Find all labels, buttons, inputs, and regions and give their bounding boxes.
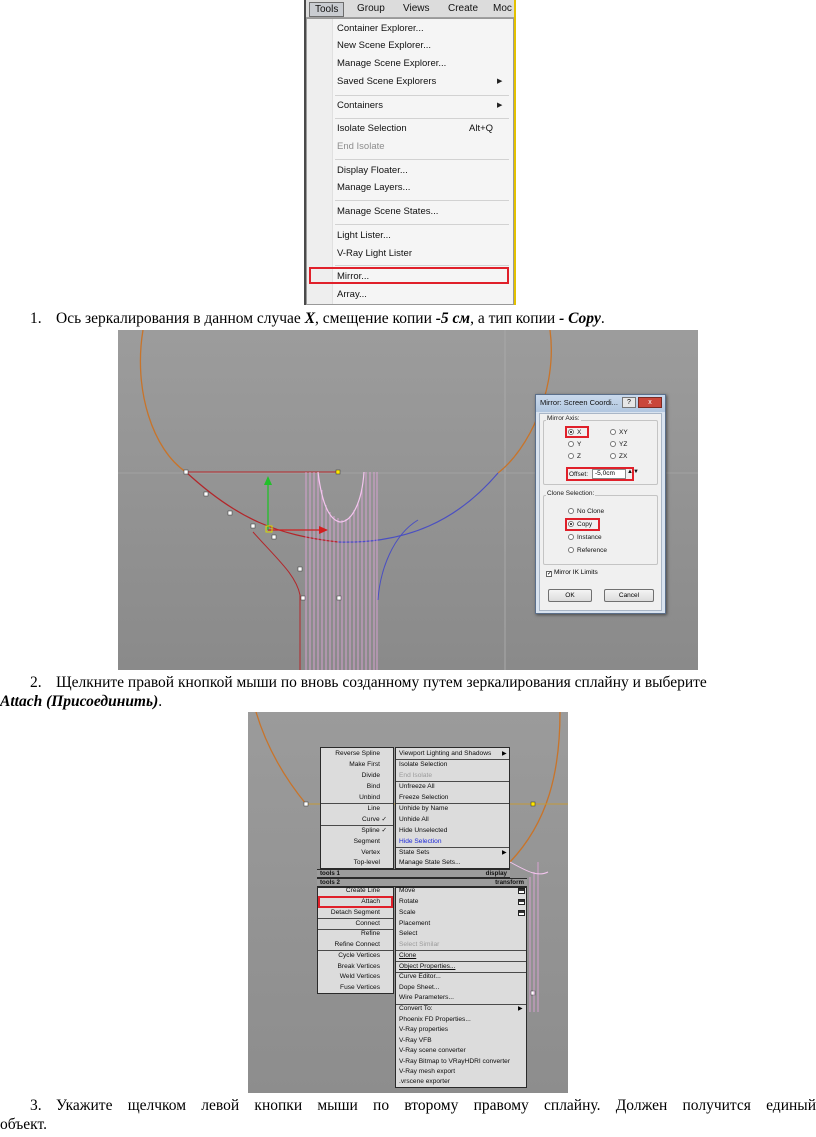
quad-menu-screenshot bbox=[248, 712, 568, 1093]
quad-item-isolate-selection[interactable]: Isolate Selection bbox=[399, 761, 448, 768]
copy-highlight bbox=[565, 518, 600, 531]
header-display: display bbox=[485, 870, 507, 877]
axis-x-radio[interactable]: X bbox=[568, 429, 581, 436]
header-tools1: tools 1 bbox=[320, 870, 340, 877]
paragraph-2 bbox=[30, 673, 707, 692]
menu-item-array[interactable]: Array... bbox=[337, 289, 367, 300]
quad-item-clone[interactable]: Clone bbox=[399, 952, 417, 959]
quad-item-move[interactable]: Move bbox=[399, 887, 416, 894]
quad-item-curve[interactable]: Curve ✓ bbox=[362, 816, 387, 823]
menu-item-display-floater[interactable]: Display Floater... bbox=[337, 165, 408, 176]
quad-item-fuse-vertices[interactable]: Fuse Vertices bbox=[340, 984, 380, 991]
paragraph-3-line2 bbox=[0, 1115, 47, 1134]
help-button[interactable]: ? bbox=[622, 397, 636, 408]
para1-axis: X bbox=[304, 310, 316, 327]
orange-arc-left bbox=[140, 330, 186, 472]
quad-item-phoenix-fd[interactable]: Phoenix FD Properties... bbox=[399, 1016, 471, 1023]
para2-line1: Щелкните правой кнопкой мыши по вновь созданному путем зеркалирования сплайну и выберите bbox=[56, 674, 707, 691]
axis-yz-radio[interactable]: YZ bbox=[610, 441, 627, 448]
quad-item-select-similar: Select Similar bbox=[399, 941, 440, 948]
header-tools2: tools 2 bbox=[320, 879, 340, 886]
mesh-wireframe bbox=[306, 472, 377, 670]
cancel-button[interactable]: Cancel bbox=[604, 589, 654, 602]
menu-item-manage-scene-states[interactable]: Manage Scene States... bbox=[337, 206, 439, 217]
axis-x-highlight bbox=[565, 426, 589, 438]
quad-item-refine-connect[interactable]: Refine Connect bbox=[334, 941, 380, 948]
clone-instance-radio[interactable]: Instance bbox=[568, 534, 602, 541]
quad-item-viewport-lighting[interactable]: Viewport Lighting and Shadows bbox=[399, 750, 492, 757]
submenu-arrow-icon: ▶ bbox=[502, 751, 507, 757]
quad-item-vray-scene-converter[interactable]: V-Ray scene converter bbox=[399, 1047, 466, 1054]
quad-item-detach-segment[interactable]: Detach Segment bbox=[330, 909, 380, 916]
quad-item-reverse-spline[interactable]: Reverse Spline bbox=[335, 750, 380, 757]
quad-item-vrscene-exporter[interactable]: .vrscene exporter bbox=[399, 1078, 450, 1085]
menu-item-light-lister[interactable]: Light Lister... bbox=[337, 230, 391, 241]
tools-dropdown bbox=[306, 18, 514, 305]
shortcut-label: Alt+Q bbox=[469, 123, 494, 134]
quad-item-make-first[interactable]: Make First bbox=[349, 761, 380, 768]
quad-item-vray-vfb[interactable]: V-Ray VFB bbox=[399, 1037, 432, 1044]
settings-box-icon[interactable] bbox=[518, 910, 525, 916]
submenu-arrow-icon: ▶ bbox=[497, 102, 503, 109]
submenu-arrow-icon: ▶ bbox=[502, 850, 507, 856]
menu-item-mirror[interactable]: Mirror... bbox=[337, 271, 370, 282]
quad-item-select[interactable]: Select bbox=[399, 930, 418, 937]
offset-spinner-icon[interactable]: ▲▼ bbox=[627, 469, 639, 475]
quad-item-connect[interactable]: Connect bbox=[355, 920, 380, 927]
quad-item-segment[interactable]: Segment bbox=[353, 838, 380, 845]
menu-item-isolate-selection[interactable]: Isolate Selection bbox=[337, 123, 407, 134]
header-transform: transform bbox=[495, 879, 524, 886]
submenu-arrow-icon: ▶ bbox=[518, 1006, 523, 1012]
menu-group[interactable]: Group bbox=[357, 3, 385, 14]
quad-item-line[interactable]: Line bbox=[367, 805, 380, 812]
quad-item-state-sets[interactable]: State Sets bbox=[399, 849, 430, 856]
viewport-mirror-screenshot bbox=[118, 330, 698, 670]
mirror-dialog bbox=[535, 394, 666, 614]
quad-item-vertex[interactable]: Vertex bbox=[361, 849, 380, 856]
quad-item-hide-unselected[interactable]: Hide Unselected bbox=[399, 827, 448, 834]
quad-item-dope-sheet[interactable]: Dope Sheet... bbox=[399, 984, 440, 991]
menu-views[interactable]: Views bbox=[403, 3, 430, 14]
close-button[interactable]: x bbox=[638, 397, 662, 408]
paragraph-3 bbox=[30, 1096, 816, 1115]
quad-item-curve-editor[interactable]: Curve Editor... bbox=[399, 973, 441, 980]
menu-item-end-isolate: End Isolate bbox=[337, 141, 385, 152]
para3-line2: объект. bbox=[0, 1116, 47, 1133]
submenu-arrow-icon: ▶ bbox=[497, 78, 503, 85]
clone-selection-group bbox=[543, 495, 658, 565]
offset-input[interactable]: -5,0cm bbox=[592, 469, 626, 479]
menu-item-container-explorer[interactable]: Container Explorer... bbox=[337, 23, 424, 34]
quad-item-refine[interactable]: Refine bbox=[360, 930, 380, 937]
quad-item-wire-parameters[interactable]: Wire Parameters... bbox=[399, 994, 454, 1001]
mirror-highlight-box bbox=[309, 267, 509, 284]
quad-item-unhide-by-name[interactable]: Unhide by Name bbox=[399, 805, 449, 812]
dialog-title: Mirror: Screen Coordi... bbox=[540, 398, 618, 407]
ok-button[interactable]: OK bbox=[548, 589, 592, 602]
menu-item-vray-light-lister[interactable]: V-Ray Light Lister bbox=[337, 248, 412, 259]
clone-reference-radio[interactable]: Reference bbox=[568, 547, 607, 554]
para3-line1: Укажите щелчком левой кнопки мыши по второму правому сплайну. Должен получится единый bbox=[56, 1097, 816, 1114]
tools-menu-screenshot bbox=[304, 0, 516, 305]
quad-item-manage-state-sets[interactable]: Manage State Sets... bbox=[399, 859, 461, 866]
quad-item-hide-selection[interactable]: Hide Selection bbox=[399, 838, 442, 845]
quad-item-unbind[interactable]: Unbind bbox=[359, 794, 380, 801]
menu-item-containers[interactable]: Containers bbox=[337, 100, 383, 111]
menu-modifiers[interactable]: Moc bbox=[493, 3, 512, 14]
offset-highlight bbox=[566, 467, 634, 481]
quad-item-vray-properties[interactable]: V-Ray properties bbox=[399, 1026, 449, 1033]
quad-item-weld-vertices[interactable]: Weld Vertices bbox=[339, 973, 380, 980]
para1-text: Ось зеркалирования в данном случае bbox=[56, 310, 305, 327]
settings-box-icon[interactable] bbox=[518, 899, 525, 905]
quad-item-rotate[interactable]: Rotate bbox=[399, 898, 419, 905]
menu-item-saved-scene-explorers[interactable]: Saved Scene Explorers bbox=[337, 76, 437, 87]
quad-header-row-1 bbox=[317, 869, 510, 878]
clone-none-radio[interactable]: No Clone bbox=[568, 508, 604, 515]
mirror-axis-label: Mirror Axis: bbox=[547, 415, 580, 422]
spline-vertices bbox=[184, 470, 341, 600]
axis-y-radio[interactable]: Y bbox=[568, 441, 581, 448]
quad-item-bind[interactable]: Bind bbox=[366, 783, 380, 790]
list-number: 1. bbox=[30, 310, 42, 327]
menu-item-manage-scene-explorer[interactable]: Manage Scene Explorer... bbox=[337, 58, 447, 69]
offset-label: Offset: bbox=[569, 471, 589, 478]
settings-box-icon[interactable] bbox=[518, 888, 525, 894]
quad-item-break-vertices[interactable]: Break Vertices bbox=[337, 963, 380, 970]
para1-offset: -5 см bbox=[435, 310, 471, 327]
axis-zx-radio[interactable]: ZX bbox=[610, 453, 627, 460]
quad-item-cycle-vertices[interactable]: Cycle Vertices bbox=[338, 952, 380, 959]
quad-item-freeze-selection[interactable]: Freeze Selection bbox=[399, 794, 449, 801]
para1-copy: - Copy bbox=[559, 310, 601, 327]
quad-item-spline[interactable]: Spline ✓ bbox=[361, 827, 387, 834]
quad-item-object-properties[interactable]: Object Properties... bbox=[399, 963, 456, 970]
quad-item-unhide-all[interactable]: Unhide All bbox=[399, 816, 429, 823]
quad-item-convert-to[interactable]: Convert To: bbox=[399, 1005, 433, 1012]
menu-tools[interactable]: Tools bbox=[309, 2, 344, 17]
quad-item-placement[interactable]: Placement bbox=[399, 920, 431, 927]
clone-selection-label: Clone Selection: bbox=[547, 490, 595, 497]
menu-bar bbox=[306, 0, 514, 18]
mirror-ik-checkbox[interactable]: ✓ Mirror IK Limits bbox=[547, 569, 598, 577]
list-number: 2. bbox=[30, 674, 42, 691]
clone-copy-radio[interactable]: Copy bbox=[568, 521, 592, 528]
menu-create[interactable]: Create bbox=[448, 3, 479, 14]
quad-item-top-level[interactable]: Top-level bbox=[353, 859, 380, 866]
axis-xy-radio[interactable]: XY bbox=[610, 429, 628, 436]
quad-item-end-isolate: End Isolate bbox=[399, 772, 432, 779]
paragraph-1: 1. Ось зеркалирования в данном случае X, смещение копии -5 см, а тип копии - Copy. bbox=[30, 310, 605, 327]
list-number: 3. bbox=[30, 1097, 42, 1114]
menu-item-manage-layers[interactable]: Manage Layers... bbox=[337, 182, 411, 193]
dialog-body bbox=[539, 413, 662, 611]
quad-item-scale[interactable]: Scale bbox=[399, 909, 416, 916]
para2-attach: Attach (Присоединить) bbox=[0, 693, 159, 710]
menu-item-new-scene-explorer[interactable]: New Scene Explorer... bbox=[337, 40, 431, 51]
attach-highlight bbox=[318, 896, 393, 908]
axis-z-radio[interactable]: Z bbox=[568, 453, 581, 460]
paragraph-2-line2: Attach (Присоединить). bbox=[0, 693, 163, 710]
quad-item-divide[interactable]: Divide bbox=[361, 772, 380, 779]
quad-item-attach[interactable]: Attach bbox=[361, 898, 380, 905]
quad-item-vray-mesh-export[interactable]: V-Ray mesh export bbox=[399, 1068, 456, 1075]
quad-item-create-line[interactable]: Create Line bbox=[345, 887, 380, 894]
quad-item-vray-bitmap-converter[interactable]: V-Ray Bitmap to VRayHDRI converter bbox=[399, 1058, 511, 1065]
quad-item-unfreeze-all[interactable]: Unfreeze All bbox=[399, 783, 435, 790]
